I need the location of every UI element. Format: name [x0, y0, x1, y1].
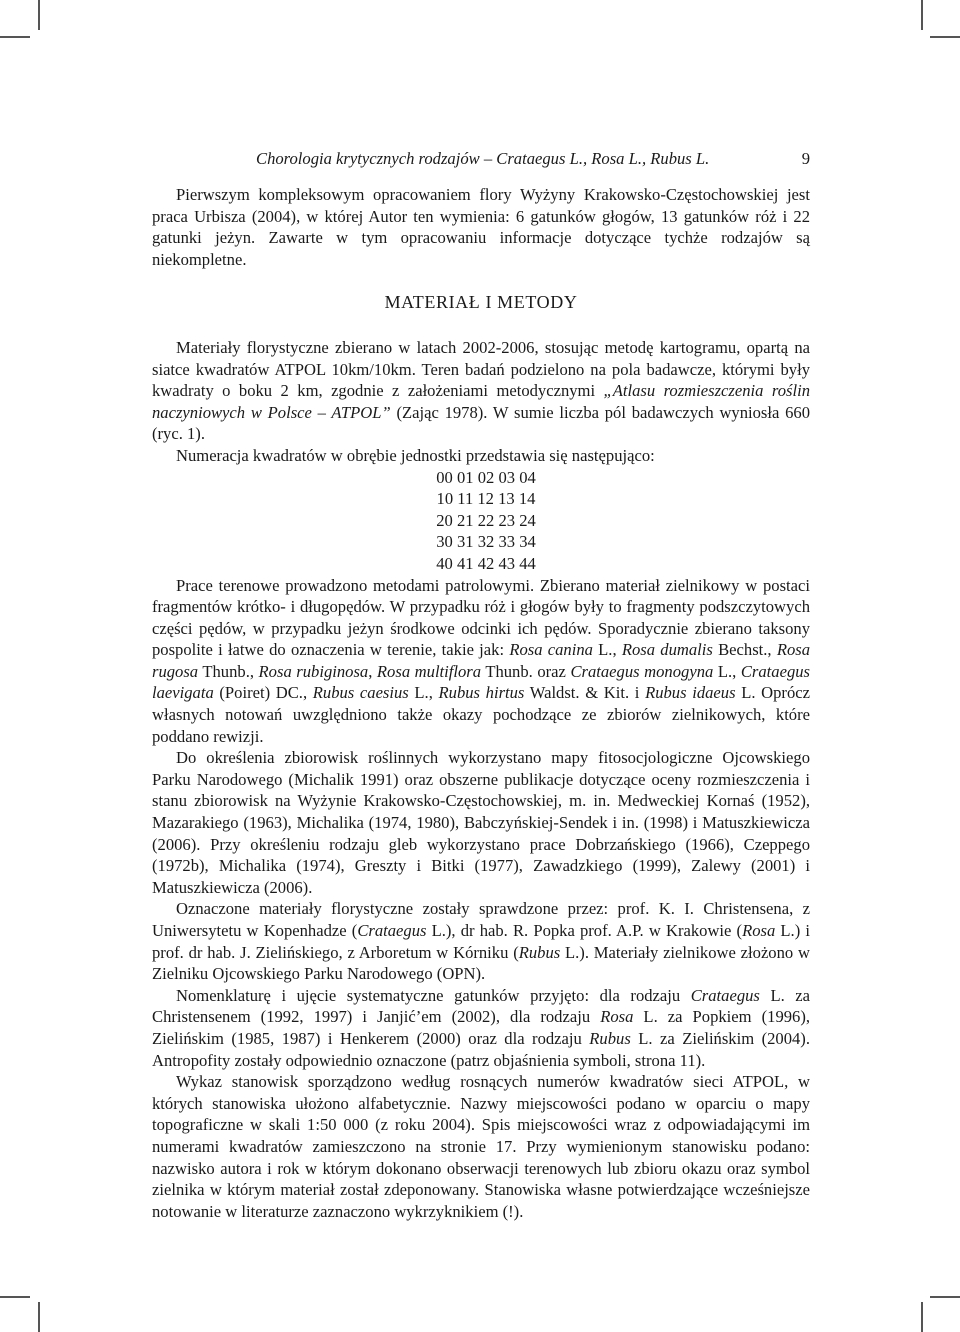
section-heading: MATERIAŁ I METODY [384, 292, 578, 313]
square-numbering-grid [152, 467, 810, 575]
crop-mark-bottom-left-vertical [38, 1302, 40, 1332]
intro-paragraph: Pierwszym kompleksowym opracowaniem flory Wyżyny Krakowsko-Częstochowskiej jest praca Urbisza (2004), w której Autor ten wymienia: 6 gatunków głogów, 13 gatunków róż i 22 gatunki jeżyn. Zawarte w tym opracowaniu informacje dotyczące tychże rodzajów są niekompletne. [152, 185, 810, 269]
paragraph-verification: Oznaczone materiały florystyczne zostały sprawdzone przez: prof. K. I. Christensena, z Uniwersytetu w Kopenhadze (Crataegus L.), dr hab. R. Popka prof. A.P. w Krakowie (Rosa L.) i prof. dr hab. J. Zielińskiego, z Arboretum w Kórniku (Rubus L.). Materiały zielnikowe złożono w Zielniku Ojcowskiego Parku Narodowego (OPN). [152, 899, 810, 984]
paragraph-materials: Materiały florystyczne zbierano w latach 2002-2006, stosując metodę kartogramu, opartą na siatce kwadratów ATPOL 10km/10km. Teren badań podzielono na pola badawcze, którymi były kwadraty o boku 2 km, zgodnie z założeniami metodycznymi „Atlasu rozmieszczenia roślin naczyniowych w Polsce – ATPOL” (Zając 1978). W sumie liczba pól badawczych wyniosła 660 (ryc. 1). [152, 337, 810, 444]
crop-mark-top-right-vertical [921, 0, 923, 30]
crop-mark-bottom-right-horizontal [930, 1296, 960, 1298]
crop-mark-top-right-horizontal [930, 36, 960, 38]
running-title: Chorologia krytycznych rodzajów – Crataegus L., Rosa L., Rubus L. [256, 149, 710, 168]
page-body [152, 148, 810, 1222]
paragraph-communities: Do określenia zbiorowisk roślinnych wykorzystano mapy fitosocjologiczne Ojcowskiego Parku Narodowego (Michalik 1991) oraz obszerne publikacje dotyczące oceny rozmieszczenia i stanu zbiorowisk na Wyżynie Krakowsko-Częstochowskiej, m. in. Medweckiej Kornaś (1952), Mazarakiego (1963), Michalika (1974, 1980), Babczyńskiej-Sendek i in. (1998) i Matuszkiewicza (2006). Przy określeniu rodzaju gleb wykorzystano prace Dobrzańskiego (1966), Czeppego (1972b), Michalika (1974), Greszty i Bitki (1977), Zawadzkiego (1999), Zalewy (2001) i Matuszkiewicza (2006). [152, 748, 810, 897]
grid-row: 20 21 22 23 24 [436, 510, 536, 530]
crop-mark-top-left-horizontal [0, 36, 30, 38]
paragraph-nomenclature: Nomenklaturę i ujęcie systematyczne gatunków przyjęto: dla rodzaju Crataegus L. za Christensenem (1992, 1997) i Janjić’em (2002), dla rodzaju Rosa L. za Popkiem (1996), Zielińskim (1985, 1987) i Henkerem (2000) oraz dla rodzaju Rubus L. za Zielińskim (2004). Antropofity zostały odpowiednio oznaczone (patrz objaśnienia symboli, strona 11). [152, 985, 811, 1070]
paragraph-sites-list: Wykaz stanowisk sporządzono według rosnących numerów kwadratów sieci ATPOL, w których stanowiska ułożono alfabetycznie. Nazwy miejscowości podano w oparciu o mapy topograficzne w skali 1:50 000 (z roku 2004). Spis miejscowości wraz z odpowiadającymi im numerami kwadratów zamieszczono na stronie 17. Przy wymienionym stanowisku podano: nazwisko autora i rok w którym dokonano obserwacji terenowych lub zbioru okazu oraz symbol zielnika w którym materiał został zdeponowany. Stanowiska własne potwierdzające wcześniejsze notowanie w literaturze zaznaczono wykrzyknikiem (!). [152, 1072, 810, 1221]
crop-mark-top-left-vertical [38, 0, 40, 30]
page-number: 9 [801, 149, 810, 168]
paragraph-numbering: Numeracja kwadratów w obrębie jednostki przedstawia się następująco: [176, 445, 655, 465]
grid-row: 40 41 42 43 44 [436, 553, 536, 573]
paragraph-fieldwork: Prace terenowe prowadzono metodami patrolowymi. Zbierano materiał zielnikowy w postaci fragmentów krótko- i długopędów. W przypadku róż i głogów były to fragmenty podszczytowych części pędów, w przypadku jeżyn środkowe odcinki ich pędów. Sporadycznie zbierano taksony pospolite i łatwe do oznaczenia w terenie, takie jak: Rosa canina L., Rosa dumalis Bechst., Rosa rugosa Thunb., Rosa rubiginosa, Rosa multiflora Thunb. oraz Crataegus monogyna L., Crataegus laevigata (Poiret) DC., Rubus caesius L., Rubus hirtus Waldst. & Kit. i Rubus idaeus L. Oprócz własnych notowań uwzględniono także okazy pochodzące ze zbiorów zielnikowych, które poddano rewizji. [152, 575, 811, 746]
running-header [152, 148, 810, 172]
grid-row: 30 31 32 33 34 [436, 532, 536, 552]
crop-mark-bottom-right-vertical [921, 1302, 923, 1332]
crop-mark-bottom-left-horizontal [0, 1296, 30, 1298]
grid-row: 10 11 12 13 14 [436, 489, 536, 509]
grid-row: 00 01 02 03 04 [436, 467, 536, 487]
